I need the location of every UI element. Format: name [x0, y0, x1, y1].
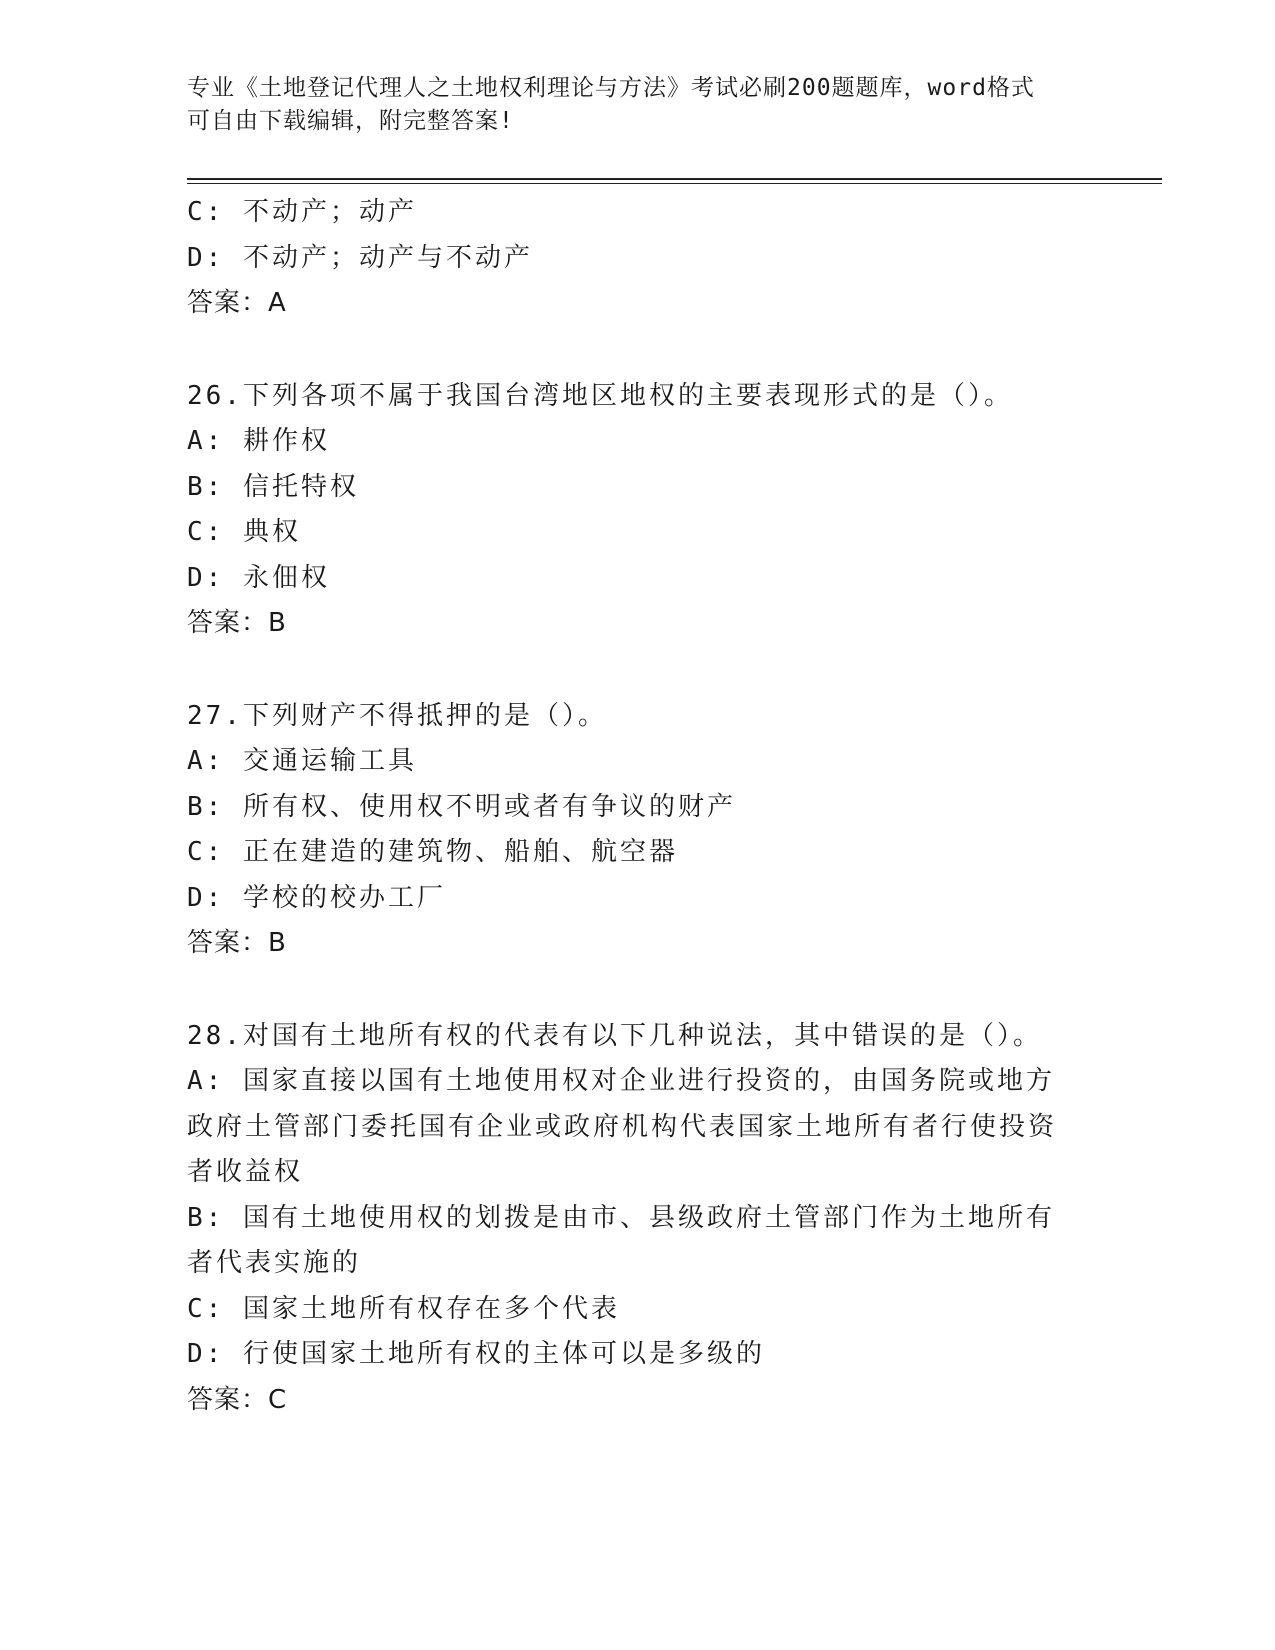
option-a: A: 交通运输工具: [187, 746, 417, 776]
answer-line: 答案：B: [187, 928, 287, 958]
header-title-line-1: 专业《土地登记代理人之土地权利理论与方法》考试必刷200题题库，word格式: [187, 75, 1035, 101]
option-c: C: 正在建造的建筑物、船舶、航空器: [187, 837, 678, 867]
spacer: [187, 327, 1087, 374]
option-c: C: 国家土地所有权存在多个代表: [187, 1293, 620, 1324]
option-b: B: 信托特权: [187, 471, 359, 502]
option-d: D: 永佃权: [187, 562, 330, 593]
question-stem: 28.对国有土地所有权的代表有以下几种说法，其中错误的是（）。: [187, 1020, 1042, 1051]
spacer: [187, 967, 1087, 1014]
question-stem: 26.下列各项不属于我国台湾地区地权的主要表现形式的是（）。: [187, 380, 1013, 411]
option-b: B: 国有土地使用权的划拨是由市、县级政府土管部门作为土地所有者代表实施的: [187, 1202, 1055, 1278]
option-a: A: 耕作权: [187, 426, 330, 456]
option-c: C: 典权: [187, 517, 301, 547]
answer-line: 答案：B: [187, 608, 287, 638]
option-d: D: 不动产；动产与不动产: [187, 242, 533, 273]
option-d: D: 学校的校办工厂: [187, 882, 446, 913]
option-b: B: 所有权、使用权不明或者有争议的财产: [187, 791, 736, 822]
document-header: [187, 72, 1087, 138]
header-title-line-2: 可自由下载编辑，附完整答案!: [187, 108, 514, 134]
answer-line: 答案：C: [187, 1384, 288, 1415]
question-stem: 27.下列财产不得抵押的是（）。: [187, 700, 607, 731]
question-content: [187, 190, 1087, 1423]
spacer: [187, 647, 1087, 694]
answer-line: 答案：A: [187, 288, 287, 318]
option-c: C: 不动产；动产: [187, 197, 417, 227]
option-a: A: 国家直接以国有土地使用权对企业进行投资的，由国务院或地方政府土管部门委托国有企业或政府机构代表国家土地所有者行使投资者收益权: [187, 1066, 1058, 1187]
header-divider: [187, 178, 1162, 184]
option-d: D: 行使国家土地所有权的主体可以是多级的: [187, 1339, 765, 1369]
